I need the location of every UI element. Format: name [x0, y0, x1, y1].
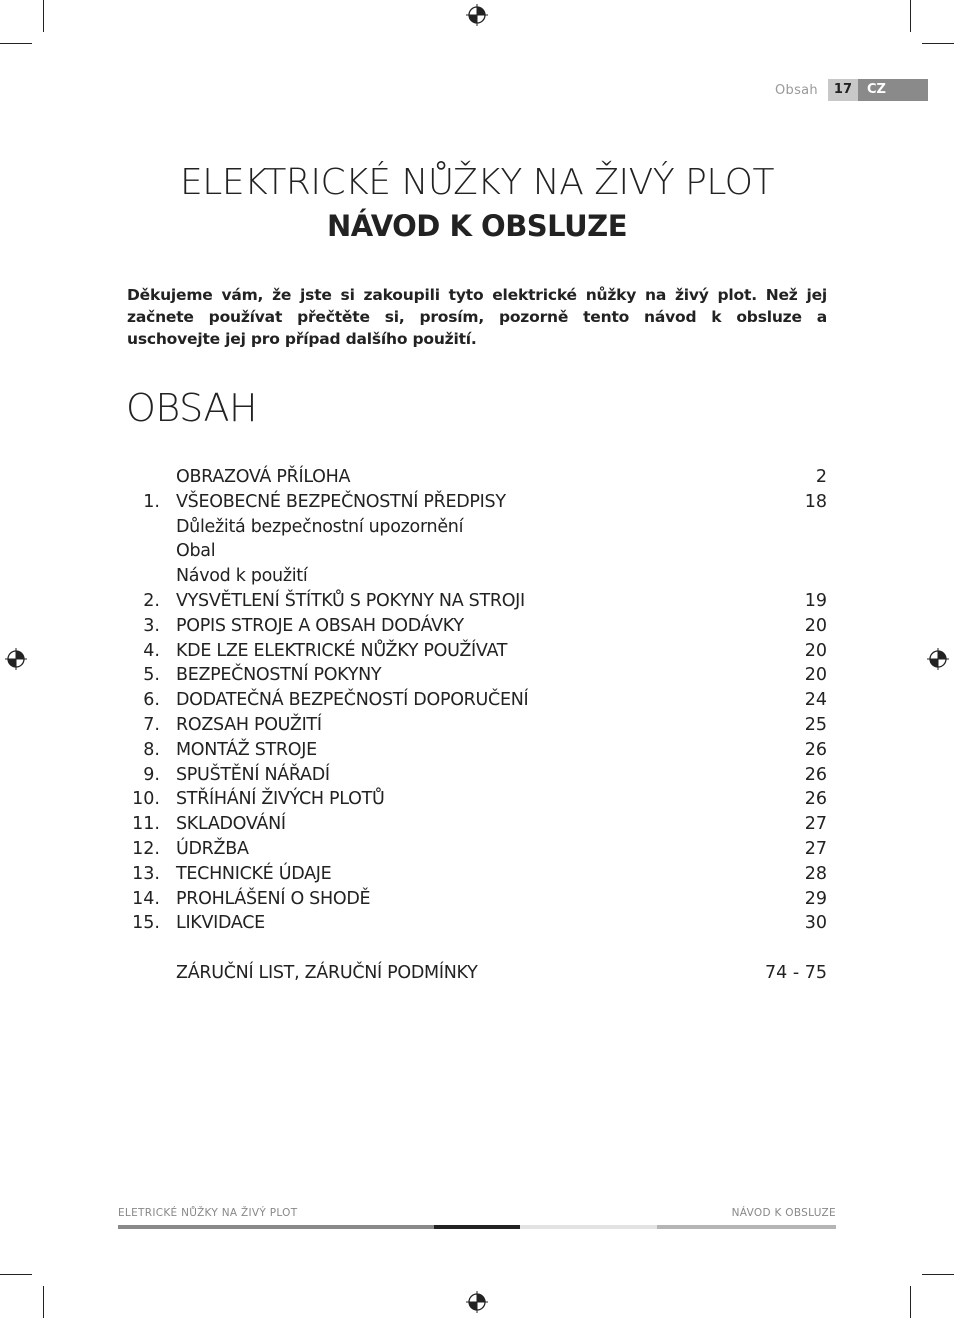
footer-bar-segment [434, 1225, 520, 1229]
toc-item[interactable] [126, 688, 827, 713]
toc-label: PROHLÁŠENÍ O SHODĚ [176, 888, 371, 909]
toc-number: 13. [132, 863, 160, 884]
crop-mark [43, 1286, 44, 1318]
document-subtitle: NÁVOD K OBSLUZE [326, 209, 628, 243]
footer-right-text: NÁVOD K OBSLUZE [731, 1207, 836, 1219]
toc-item[interactable] [126, 589, 827, 614]
toc-number: 4. [143, 640, 160, 661]
toc-label: ZÁRUČNÍ LIST, ZÁRUČNÍ PODMÍNKY [176, 962, 478, 983]
toc-label: VŠEOBECNÉ BEZPEČNOSTNÍ PŘEDPISY [176, 491, 506, 512]
toc-page: 2 [815, 467, 827, 487]
page-header [775, 79, 928, 101]
toc-label: SPUŠTĚNÍ NÁŘADÍ [176, 764, 330, 785]
toc-item[interactable] [126, 887, 827, 912]
toc-page: 18 [804, 491, 827, 512]
toc-item-warranty[interactable] [126, 961, 827, 986]
toc-number: 8. [143, 739, 160, 760]
table-of-contents [126, 465, 827, 986]
toc-page: 19 [804, 590, 827, 611]
toc-label: Důležitá bezpečnostní upozornění [176, 516, 464, 537]
toc-item[interactable] [126, 614, 827, 639]
toc-page: 24 [804, 690, 827, 711]
toc-item[interactable] [126, 812, 827, 837]
toc-number: 5. [143, 665, 160, 686]
toc-number: 2. [143, 590, 160, 611]
toc-number: 1. [143, 491, 160, 512]
toc-item[interactable] [126, 639, 827, 664]
toc-item[interactable] [126, 564, 827, 589]
toc-number: 6. [143, 690, 160, 711]
toc-label: POPIS STROJE A OBSAH DODÁVKY [176, 615, 464, 636]
crop-mark [0, 43, 32, 44]
toc-page: 74 - 75 [765, 962, 827, 983]
toc-number: 10. [132, 789, 160, 810]
crop-mark [922, 43, 954, 44]
toc-label: Návod k použití [176, 566, 308, 587]
toc-label: TECHNICKÉ ÚDAJE [176, 863, 332, 884]
toc-item[interactable] [126, 539, 827, 564]
toc-number: 7. [143, 714, 160, 735]
toc-page: 26 [804, 739, 827, 760]
crop-mark [43, 0, 44, 32]
toc-page: 20 [804, 665, 827, 686]
crop-mark [910, 0, 911, 32]
toc-page: 25 [804, 714, 827, 735]
footer-bar-segment [520, 1225, 657, 1229]
toc-page: 26 [804, 764, 827, 785]
toc-label: Obal [176, 541, 216, 562]
header-page-number: 17 [828, 79, 858, 101]
toc-item[interactable] [126, 911, 827, 936]
toc-number: 11. [132, 814, 160, 835]
registration-mark-icon [466, 4, 488, 26]
toc-label: ROZSAH POUŽITÍ [176, 714, 322, 735]
toc-label: MONTÁŽ STROJE [176, 739, 317, 760]
document-title: ELEKTRICKÉ NŮŽKY NA ŽIVÝ PLOT [180, 162, 774, 203]
toc-heading: OBSAH [126, 386, 258, 430]
toc-label: ÚDRŽBA [176, 838, 249, 859]
toc-page: 29 [804, 888, 827, 909]
toc-item[interactable] [126, 862, 827, 887]
registration-mark-icon [466, 1291, 488, 1313]
footer-left-text: ELETRICKÉ NŮŽKY NA ŽIVÝ PLOT [118, 1207, 298, 1219]
toc-label: KDE LZE ELEKTRICKÉ NŮŽKY POUŽÍVAT [176, 640, 508, 661]
toc-number: 15. [132, 913, 160, 934]
toc-item[interactable] [126, 465, 827, 490]
intro-paragraph: Děkujeme vám, že jste si zakoupili tyto elektrické nůžky na živý plot. Než jej začnete používat přečtěte si, prosím, pozorně tento návod k obsluze a uschovejte jej pro případ dalšího použití. [127, 286, 827, 348]
toc-number: 14. [132, 888, 160, 909]
registration-mark-icon [5, 648, 27, 670]
toc-item[interactable] [126, 763, 827, 788]
toc-label: BEZPEČNOSTNÍ POKYNY [176, 665, 382, 686]
header-language: CZ [858, 79, 928, 101]
toc-page: 30 [804, 913, 827, 934]
toc-item[interactable] [126, 515, 827, 540]
footer-bar-segment [657, 1225, 836, 1229]
toc-number: 12. [132, 838, 160, 859]
toc-label: LIKVIDACE [176, 913, 265, 934]
toc-label: DODATEČNÁ BEZPEČNOSTÍ DOPORUČENÍ [176, 690, 529, 711]
toc-item[interactable] [126, 787, 827, 812]
toc-label: OBRAZOVÁ PŘÍLOHA [176, 467, 351, 487]
toc-item[interactable] [126, 663, 827, 688]
header-section: Obsah [775, 82, 818, 98]
toc-spacer [126, 936, 827, 961]
toc-page: 20 [804, 640, 827, 661]
crop-mark [0, 1274, 32, 1275]
toc-item[interactable] [126, 837, 827, 862]
toc-number: 9. [143, 764, 160, 785]
toc-page: 27 [804, 838, 827, 859]
toc-label: SKLADOVÁNÍ [176, 814, 286, 835]
footer-bar-segment [118, 1225, 434, 1229]
toc-number: 3. [143, 615, 160, 636]
toc-label: VYSVĚTLENÍ ŠTÍTKŮ S POKYNY NA STROJI [176, 590, 525, 611]
toc-page: 20 [804, 615, 827, 636]
crop-mark [922, 1274, 954, 1275]
toc-page: 27 [804, 814, 827, 835]
toc-page: 26 [804, 789, 827, 810]
toc-label: STŘÍHÁNÍ ŽIVÝCH PLOTŮ [176, 789, 385, 810]
crop-mark [910, 1286, 911, 1318]
toc-item[interactable] [126, 738, 827, 763]
registration-mark-icon [927, 648, 949, 670]
toc-item[interactable] [126, 713, 827, 738]
toc-item[interactable] [126, 490, 827, 515]
toc-page: 28 [804, 863, 827, 884]
